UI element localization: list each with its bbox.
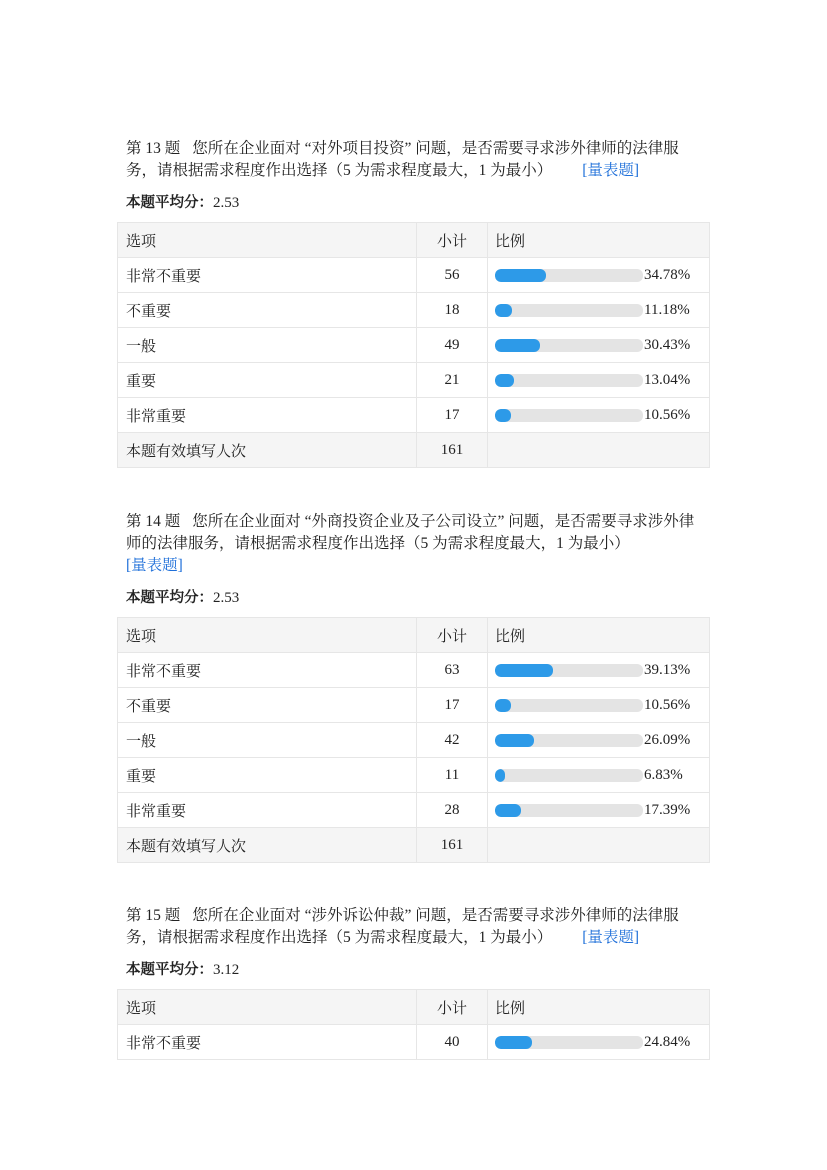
option-label: 一般 (118, 328, 417, 363)
result-table (117, 222, 710, 468)
option-label: 不重要 (118, 293, 417, 328)
question-type-link[interactable]: [量表题] (582, 929, 640, 946)
ratio-bar-fill (495, 1036, 532, 1049)
ratio-bar-track (495, 769, 643, 782)
option-count: 18 (417, 293, 488, 328)
question-text: 您所在企业面对 “外商投资企业及子公司设立” 问题，是否需要寻求涉外律师的法律服务，请根据需求程度作出选择（5 为需求程度最大，1 为最小） (126, 513, 695, 552)
option-count: 49 (417, 328, 488, 363)
average-score-value: 3.12 (213, 962, 240, 978)
table-row (118, 688, 710, 723)
ratio-bar-fill (495, 409, 511, 422)
question-13 (117, 138, 710, 468)
table-total-row (118, 828, 710, 863)
option-count: 11 (417, 758, 488, 793)
average-score (126, 958, 710, 979)
ratio-text: 39.13% (644, 661, 691, 678)
question-type-link[interactable]: [量表题] (126, 557, 183, 574)
table-row (118, 723, 710, 758)
table-row (118, 398, 710, 433)
ratio-bar-fill (495, 339, 540, 352)
ratio-bar-track (495, 804, 643, 817)
option-count: 17 (417, 398, 488, 433)
header-option: 选项 (118, 618, 417, 653)
question-14 (117, 511, 710, 863)
ratio-text: 10.56% (644, 406, 691, 423)
option-label: 重要 (118, 758, 417, 793)
average-score-value: 2.53 (213, 590, 240, 606)
ratio-bar-track (495, 409, 643, 422)
ratio-text: 13.04% (644, 371, 691, 388)
header-count: 小计 (417, 990, 488, 1025)
question-title (126, 905, 704, 949)
table-header-row (118, 990, 710, 1025)
total-count: 161 (417, 828, 488, 863)
ratio-text: 10.56% (644, 696, 691, 713)
ratio-text: 6.83% (644, 766, 683, 783)
option-label: 非常不重要 (118, 653, 417, 688)
option-label: 非常不重要 (118, 258, 417, 293)
average-score (126, 191, 710, 212)
question-number: 第 14 题 (126, 513, 181, 530)
table-header-row (118, 618, 710, 653)
table-row (118, 1025, 710, 1060)
question-text: 您所在企业面对 “对外项目投资” 问题，是否需要寻求涉外律师的法律服务，请根据需求程度作出选择（5 为需求程度最大，1 为最小） (126, 140, 679, 179)
ratio-text: 17.39% (644, 801, 691, 818)
option-count: 28 (417, 793, 488, 828)
ratio-text: 30.43% (644, 336, 691, 353)
option-count: 56 (417, 258, 488, 293)
ratio-bar-fill (495, 269, 546, 282)
ratio-text: 34.78% (644, 266, 691, 283)
question-text: 您所在企业面对 “涉外诉讼仲裁” 问题，是否需要寻求涉外律师的法律服务，请根据需求程度作出选择（5 为需求程度最大，1 为最小） (126, 907, 679, 946)
option-label: 不重要 (118, 688, 417, 723)
ratio-bar-track (495, 269, 643, 282)
header-ratio: 比例 (488, 990, 710, 1025)
table-row (118, 758, 710, 793)
ratio-bar-fill (495, 699, 511, 712)
option-count: 21 (417, 363, 488, 398)
ratio-bar-track (495, 734, 643, 747)
option-count: 63 (417, 653, 488, 688)
ratio-bar-fill (495, 374, 514, 387)
ratio-bar-track (495, 374, 643, 387)
ratio-bar-track (495, 1036, 643, 1049)
total-label: 本题有效填写人次 (118, 433, 417, 468)
ratio-text: 24.84% (644, 1033, 691, 1050)
question-title (126, 138, 704, 182)
question-title (126, 511, 704, 577)
question-number: 第 13 题 (126, 140, 181, 157)
ratio-text: 26.09% (644, 731, 691, 748)
option-label: 非常重要 (118, 398, 417, 433)
table-row (118, 293, 710, 328)
average-score (126, 586, 710, 607)
question-15 (117, 905, 710, 1060)
question-number: 第 15 题 (126, 907, 181, 924)
ratio-bar-track (495, 304, 643, 317)
ratio-bar-fill (495, 804, 521, 817)
total-count: 161 (417, 433, 488, 468)
table-row (118, 793, 710, 828)
table-row (118, 328, 710, 363)
question-type-link[interactable]: [量表题] (582, 162, 640, 179)
ratio-bar-fill (495, 664, 553, 677)
total-empty-cell (488, 433, 710, 468)
table-row (118, 258, 710, 293)
ratio-text: 11.18% (644, 301, 690, 318)
header-count: 小计 (417, 618, 488, 653)
table-total-row (118, 433, 710, 468)
ratio-bar-track (495, 664, 643, 677)
table-header-row (118, 223, 710, 258)
result-table (117, 617, 710, 863)
ratio-bar-fill (495, 734, 534, 747)
ratio-bar-fill (495, 304, 512, 317)
header-ratio: 比例 (488, 618, 710, 653)
average-score-label: 本题平均分： (126, 590, 213, 606)
table-row (118, 363, 710, 398)
option-label: 非常重要 (118, 793, 417, 828)
header-ratio: 比例 (488, 223, 710, 258)
option-count: 40 (417, 1025, 488, 1060)
total-empty-cell (488, 828, 710, 863)
option-label: 一般 (118, 723, 417, 758)
option-count: 42 (417, 723, 488, 758)
ratio-bar-track (495, 339, 643, 352)
ratio-bar-track (495, 699, 643, 712)
header-count: 小计 (417, 223, 488, 258)
average-score-value: 2.53 (213, 195, 240, 211)
result-table (117, 989, 710, 1060)
option-label: 非常不重要 (118, 1025, 417, 1060)
average-score-label: 本题平均分： (126, 962, 213, 978)
header-option: 选项 (118, 990, 417, 1025)
ratio-bar-fill (495, 769, 505, 782)
average-score-label: 本题平均分： (126, 195, 213, 211)
header-option: 选项 (118, 223, 417, 258)
option-label: 重要 (118, 363, 417, 398)
table-row (118, 653, 710, 688)
option-count: 17 (417, 688, 488, 723)
total-label: 本题有效填写人次 (118, 828, 417, 863)
